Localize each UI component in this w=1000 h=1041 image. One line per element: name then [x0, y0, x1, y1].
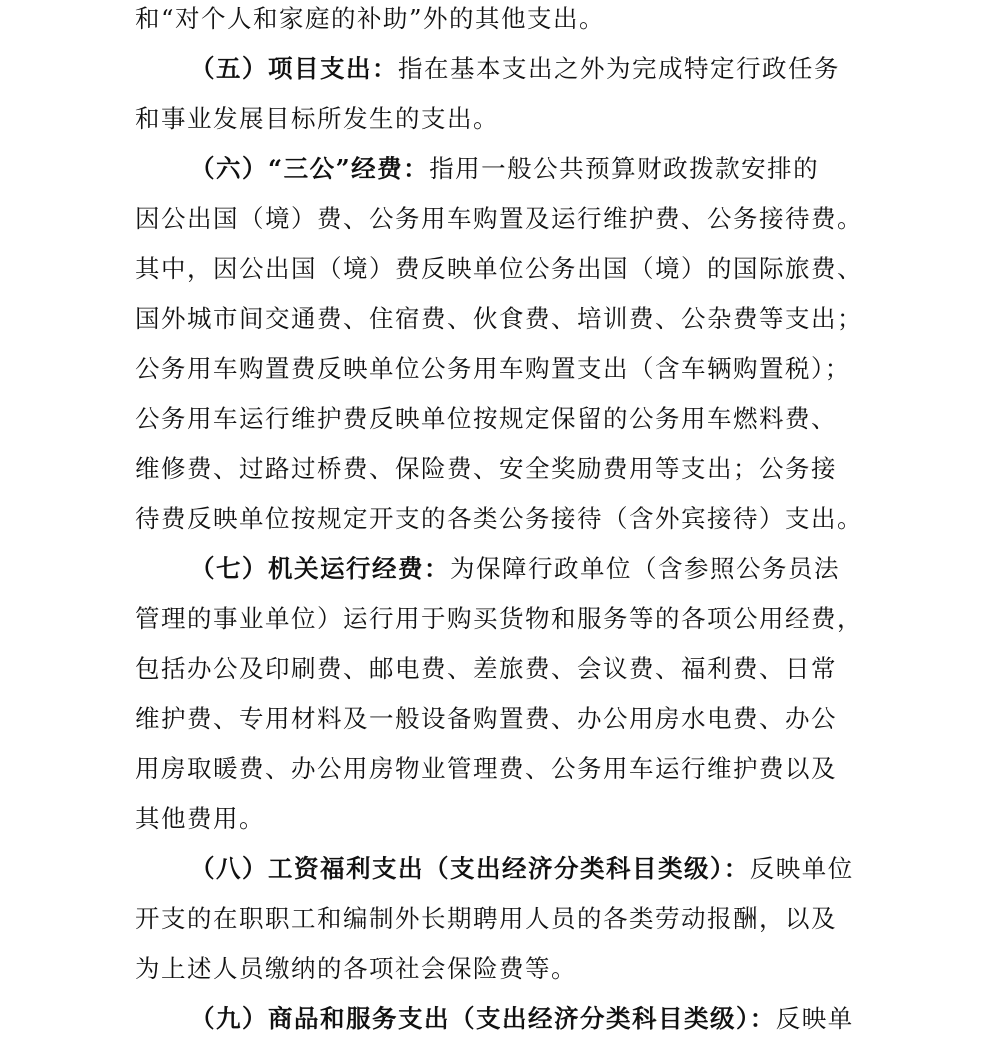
line-text: 维修费、过路过桥费、保险费、安全奖励费用等支出；公务接: [135, 454, 837, 483]
line-text: 公务用车购置费反映单位公务用车购置支出（含车辆购置税）；: [135, 354, 851, 383]
line-text: 公务用车运行维护费反映单位按规定保留的公务用车燃料费、: [135, 404, 837, 433]
section-heading: （七）机关运行经费：: [190, 554, 450, 583]
body-text-line: [135, 102, 895, 136]
line-text: 为上述人员缴纳的各项社会保险费等。: [135, 954, 577, 983]
line-text: 其他费用。: [135, 804, 265, 833]
body-text-line: [135, 602, 895, 636]
line-text: 开支的在职职工和编制外长期聘用人员的各类劳动报酬，以及: [135, 904, 837, 933]
section-heading-line: [190, 152, 895, 186]
body-text-line: [135, 502, 895, 536]
body-text-line: [135, 752, 895, 786]
line-text: 指用一般公共预算财政拨款安排的: [429, 154, 820, 183]
line-text: 为保障行政单位（含参照公务员法: [450, 554, 840, 583]
section-heading: （八）工资福利支出（支出经济分类科目类级）：: [190, 854, 750, 883]
body-text-line: [135, 702, 895, 736]
section-heading-line: [190, 1002, 895, 1036]
body-text-line: [135, 302, 895, 336]
line-text: 指在基本支出之外为完成特定行政任务: [398, 54, 840, 83]
line-text: 包括办公及印刷费、邮电费、差旅费、会议费、福利费、日常: [135, 654, 837, 683]
line-text: 国外城市间交通费、住宿费、伙食费、培训费、公杂费等支出；: [135, 304, 863, 333]
section-heading-line: [190, 552, 895, 586]
line-text: 管理的事业单位）运行用于购买货物和服务等的各项公用经费，: [135, 604, 863, 633]
line-text: 用房取暖费、办公用房物业管理费、公务用车运行维护费以及: [135, 754, 837, 783]
section-heading: （五）项目支出：: [190, 54, 398, 83]
section-heading-line: [190, 52, 895, 86]
line-text: 和事业发展目标所发生的支出。: [135, 104, 499, 133]
line-text: 因公出国（境）费、公务用车购置及运行维护费、公务接待费。: [135, 204, 863, 233]
body-text-line: [135, 252, 895, 286]
line-text: 反映单: [775, 1004, 854, 1033]
body-text-line: [135, 452, 895, 486]
line-text: 维护费、专用材料及一般设备购置费、办公用房水电费、办公: [135, 704, 837, 733]
body-text-line: [135, 352, 895, 386]
line-text: 反映单位: [749, 854, 854, 883]
body-text-line: [135, 902, 895, 936]
body-text-line: [135, 2, 895, 36]
body-text-line: [135, 402, 895, 436]
line-text: 和“对个人和家庭的补助”外的其他支出。: [135, 4, 606, 33]
body-text-line: [135, 952, 895, 986]
body-text-line: [135, 652, 895, 686]
section-heading: （六）“三公”经费：: [190, 154, 430, 183]
line-text: 其中，因公出国（境）费反映单位公务出国（境）的国际旅费、: [135, 254, 863, 283]
section-heading: （九）商品和服务支出（支出经济分类科目类级）：: [190, 1004, 776, 1033]
body-text-line: [135, 202, 895, 236]
section-heading-line: [190, 852, 895, 886]
body-text-line: [135, 802, 895, 836]
line-text: 待费反映单位按规定开支的各类公务接待（含外宾接待）支出。: [135, 504, 863, 533]
